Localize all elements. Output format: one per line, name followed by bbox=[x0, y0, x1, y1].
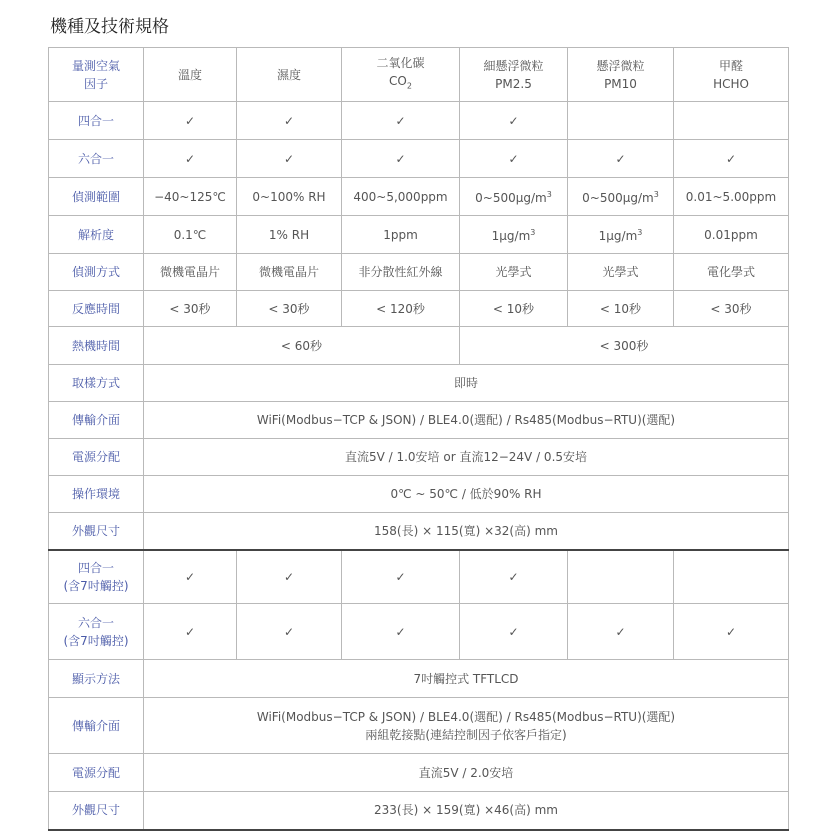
row-label: 解析度 bbox=[49, 216, 144, 254]
warmup-left: < 60秒 bbox=[144, 327, 460, 365]
interface-value: WiFi(Modbus−TCP & JSON) / BLE4.0(選配) / Rs485(Modbus−RTU)(選配) bbox=[144, 402, 789, 439]
header-pm25: 細懸浮微粒 PM2.5 bbox=[460, 48, 568, 102]
row-six-in-one bbox=[49, 140, 789, 178]
row-method bbox=[49, 254, 789, 291]
row-display bbox=[49, 660, 789, 698]
row-label: 傳輸介面 bbox=[49, 698, 144, 754]
header-hcho: 甲醛 HCHO bbox=[674, 48, 789, 102]
resolution-hcho: 0.01ppm bbox=[674, 216, 789, 254]
check-mark: ✓ bbox=[460, 604, 568, 660]
empty-cell bbox=[568, 102, 674, 140]
range-humidity: 0~100% RH bbox=[237, 178, 342, 216]
check-mark: ✓ bbox=[237, 140, 342, 178]
response-hcho: < 30秒 bbox=[674, 291, 789, 327]
row-label: 熱機時間 bbox=[49, 327, 144, 365]
row-label: 四合一 bbox=[49, 102, 144, 140]
size-touch-value: 233(長) × 159(寬) ×46(高) mm bbox=[144, 792, 789, 830]
row-power-touch bbox=[49, 754, 789, 792]
row-label: 操作環境 bbox=[49, 476, 144, 513]
row-four-in-one bbox=[49, 102, 789, 140]
row-interface-touch bbox=[49, 698, 789, 754]
check-mark: ✓ bbox=[237, 102, 342, 140]
size-value: 158(長) × 115(寬) ×32(高) mm bbox=[144, 513, 789, 550]
row-label: 六合一 (含7吋觸控) bbox=[49, 604, 144, 660]
response-pm25: < 10秒 bbox=[460, 291, 568, 327]
check-mark: ✓ bbox=[460, 140, 568, 178]
resolution-pm25: $1\mu g/m^3$ bbox=[460, 216, 568, 254]
response-temp: < 30秒 bbox=[144, 291, 237, 327]
row-label: 顯示方法 bbox=[49, 660, 144, 698]
display-value: 7吋觸控式 TFTLCD bbox=[144, 660, 789, 698]
row-interface bbox=[49, 402, 789, 439]
check-mark: ✓ bbox=[237, 550, 342, 604]
row-sampling bbox=[49, 365, 789, 402]
range-temp: −40~125℃ bbox=[144, 178, 237, 216]
check-mark: ✓ bbox=[144, 140, 237, 178]
check-mark: ✓ bbox=[342, 550, 460, 604]
header-pm10: 懸浮微粒 PM10 bbox=[568, 48, 674, 102]
row-label: 電源分配 bbox=[49, 439, 144, 476]
check-mark: ✓ bbox=[144, 550, 237, 604]
row-power bbox=[49, 439, 789, 476]
warmup-right: < 300秒 bbox=[460, 327, 789, 365]
check-mark: ✓ bbox=[674, 140, 789, 178]
header-co2: 二氧化碳 $CO_2$ bbox=[342, 48, 460, 102]
check-mark: ✓ bbox=[237, 604, 342, 660]
method-pm10: 光學式 bbox=[568, 254, 674, 291]
resolution-pm10: $1\mu g/m^3$ bbox=[568, 216, 674, 254]
check-mark: ✓ bbox=[568, 604, 674, 660]
check-mark: ✓ bbox=[342, 604, 460, 660]
check-mark: ✓ bbox=[144, 604, 237, 660]
row-range bbox=[49, 178, 789, 216]
response-pm10: < 10秒 bbox=[568, 291, 674, 327]
row-four-in-one-touch bbox=[49, 550, 789, 604]
check-mark: ✓ bbox=[342, 102, 460, 140]
empty-cell bbox=[674, 550, 789, 604]
row-label: 傳輸介面 bbox=[49, 402, 144, 439]
empty-cell bbox=[674, 102, 789, 140]
sampling-value: 即時 bbox=[144, 365, 789, 402]
resolution-co2: 1ppm bbox=[342, 216, 460, 254]
range-hcho: 0.01~5.00ppm bbox=[674, 178, 789, 216]
check-mark: ✓ bbox=[460, 550, 568, 604]
header-temperature: 溫度 bbox=[144, 48, 237, 102]
method-hcho: 電化學式 bbox=[674, 254, 789, 291]
check-mark: ✓ bbox=[460, 102, 568, 140]
header-humidity: 濕度 bbox=[237, 48, 342, 102]
header-factor: 量測空氣 因子 bbox=[49, 48, 144, 102]
row-six-in-one-touch bbox=[49, 604, 789, 660]
method-pm25: 光學式 bbox=[460, 254, 568, 291]
method-co2: 非分散性紅外線 bbox=[342, 254, 460, 291]
response-co2: < 120秒 bbox=[342, 291, 460, 327]
env-value: 0℃ ~ 50℃ / 低於90% RH bbox=[144, 476, 789, 513]
check-mark: ✓ bbox=[674, 604, 789, 660]
check-mark: ✓ bbox=[342, 140, 460, 178]
row-label: 取樣方式 bbox=[49, 365, 144, 402]
method-humidity: 微機電晶片 bbox=[237, 254, 342, 291]
row-environment bbox=[49, 476, 789, 513]
empty-cell bbox=[568, 550, 674, 604]
row-label: 外觀尺寸 bbox=[49, 792, 144, 830]
row-label: 六合一 bbox=[49, 140, 144, 178]
check-mark: ✓ bbox=[144, 102, 237, 140]
row-response bbox=[49, 291, 789, 327]
check-mark: ✓ bbox=[568, 140, 674, 178]
row-resolution bbox=[49, 216, 789, 254]
response-humidity: < 30秒 bbox=[237, 291, 342, 327]
row-size-touch bbox=[49, 792, 789, 830]
resolution-temp: 0.1℃ bbox=[144, 216, 237, 254]
row-label: 偵測範圍 bbox=[49, 178, 144, 216]
range-pm10: $0\sim 500\mu g/m^3$ bbox=[568, 178, 674, 216]
page-title: 機種及技術規格 bbox=[50, 17, 169, 37]
row-label: 偵測方式 bbox=[49, 254, 144, 291]
row-label: 外觀尺寸 bbox=[49, 513, 144, 550]
spec-table bbox=[48, 47, 789, 831]
range-co2: 400~5,000ppm bbox=[342, 178, 460, 216]
interface-touch-value: WiFi(Modbus−TCP & JSON) / BLE4.0(選配) / Rs485(Modbus−RTU)(選配) 兩組乾接點(連結控制因子依客戶指定) bbox=[144, 698, 789, 754]
row-label: 反應時間 bbox=[49, 291, 144, 327]
row-label: 電源分配 bbox=[49, 754, 144, 792]
power-value: 直流5V / 1.0安培 or 直流12−24V / 0.5安培 bbox=[144, 439, 789, 476]
header-row bbox=[49, 48, 789, 102]
range-pm25: $0\sim 500\mu g/m^3$ bbox=[460, 178, 568, 216]
row-warmup bbox=[49, 327, 789, 365]
row-size bbox=[49, 513, 789, 550]
power-touch-value: 直流5V / 2.0安培 bbox=[144, 754, 789, 792]
resolution-humidity: 1% RH bbox=[237, 216, 342, 254]
row-label: 四合一 (含7吋觸控) bbox=[49, 550, 144, 604]
method-temp: 微機電晶片 bbox=[144, 254, 237, 291]
